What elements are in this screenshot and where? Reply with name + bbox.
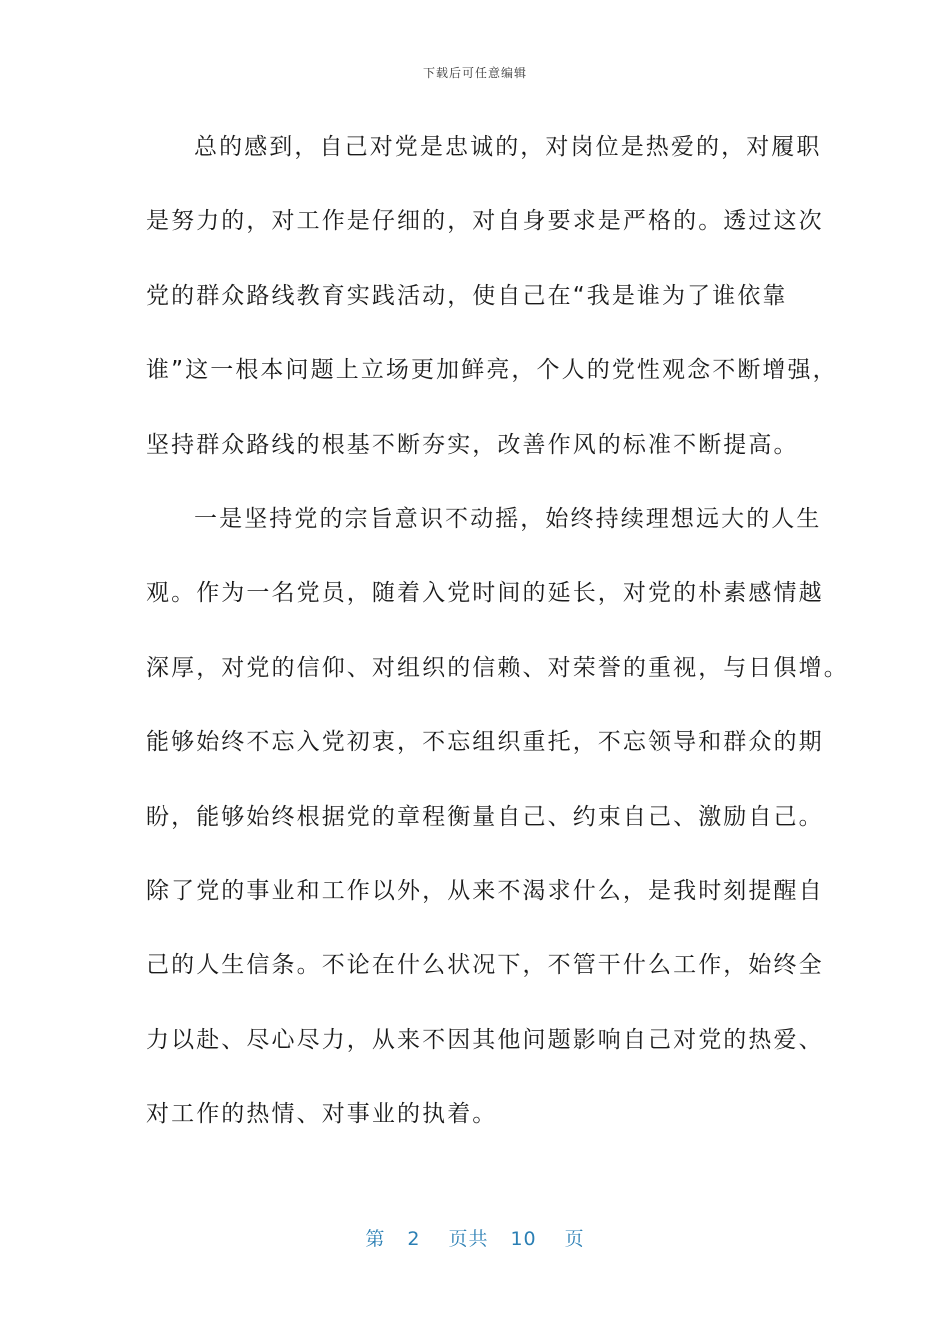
paragraph-2-line-3: 深厚，对党的信仰、对组织的信赖、对荣誉的重视，与日俱增。 [146, 654, 849, 681]
paragraph-1-line-5: 坚持群众路线的根基不断夯实，改善作风的标准不断提高。 [146, 431, 799, 458]
paragraph-2-line-5: 盼，能够始终根据党的章程衡量自己、约束自己、激励自己。 [146, 803, 824, 830]
footer-total-pages: 10 [510, 1228, 537, 1250]
footer-suffix: 页 [564, 1228, 585, 1250]
document-body [146, 120, 849, 1161]
paragraph-1-line-3: 党的群众路线教育实践活动，使自己在“我是谁为了谁依靠 [146, 282, 788, 309]
paragraph-2-line-4: 能够始终不忘入党初衷，不忘组织重托，不忘领导和群众的期 [146, 729, 824, 756]
paragraph-2-line-1: 一是坚持党的宗旨意识不动摇，始终持续理想远大的人生 [194, 505, 822, 532]
footer-middle: 页共 [448, 1228, 489, 1250]
footer-prefix: 第 [365, 1228, 386, 1250]
paragraph-1-line-2: 是努力的，对工作是仔细的，对自身要求是严格的。透过这次 [146, 208, 824, 235]
paragraph-2-line-7: 己的人生信条。不论在什么状况下，不管干什么工作，始终全 [146, 952, 824, 979]
paragraph-2-line-2: 观。作为一名党员，随着入党时间的延长，对党的朴素感情越 [146, 580, 824, 607]
page-header: 下载后可任意编辑 [422, 66, 527, 80]
paragraph-2-line-6: 除了党的事业和工作以外，从来不渴求什么，是我时刻提醒自 [146, 877, 824, 904]
paragraph-2-line-8: 力以赴、尽心尽力，从来不因其他问题影响自己对党的热爱、 [146, 1026, 824, 1053]
paragraph-1-line-1: 总的感到，自己对党是忠诚的，对岗位是热爱的，对履职 [194, 134, 822, 160]
footer-current-page: 2 [407, 1228, 421, 1250]
paragraph-2-line-9: 对工作的热情、对事业的执着。 [146, 1101, 498, 1128]
page-footer [0, 1224, 950, 1251]
paragraph-1-line-4: 谁”这一根本问题上立场更加鲜亮，个人的党性观念不断增强， [146, 357, 838, 384]
